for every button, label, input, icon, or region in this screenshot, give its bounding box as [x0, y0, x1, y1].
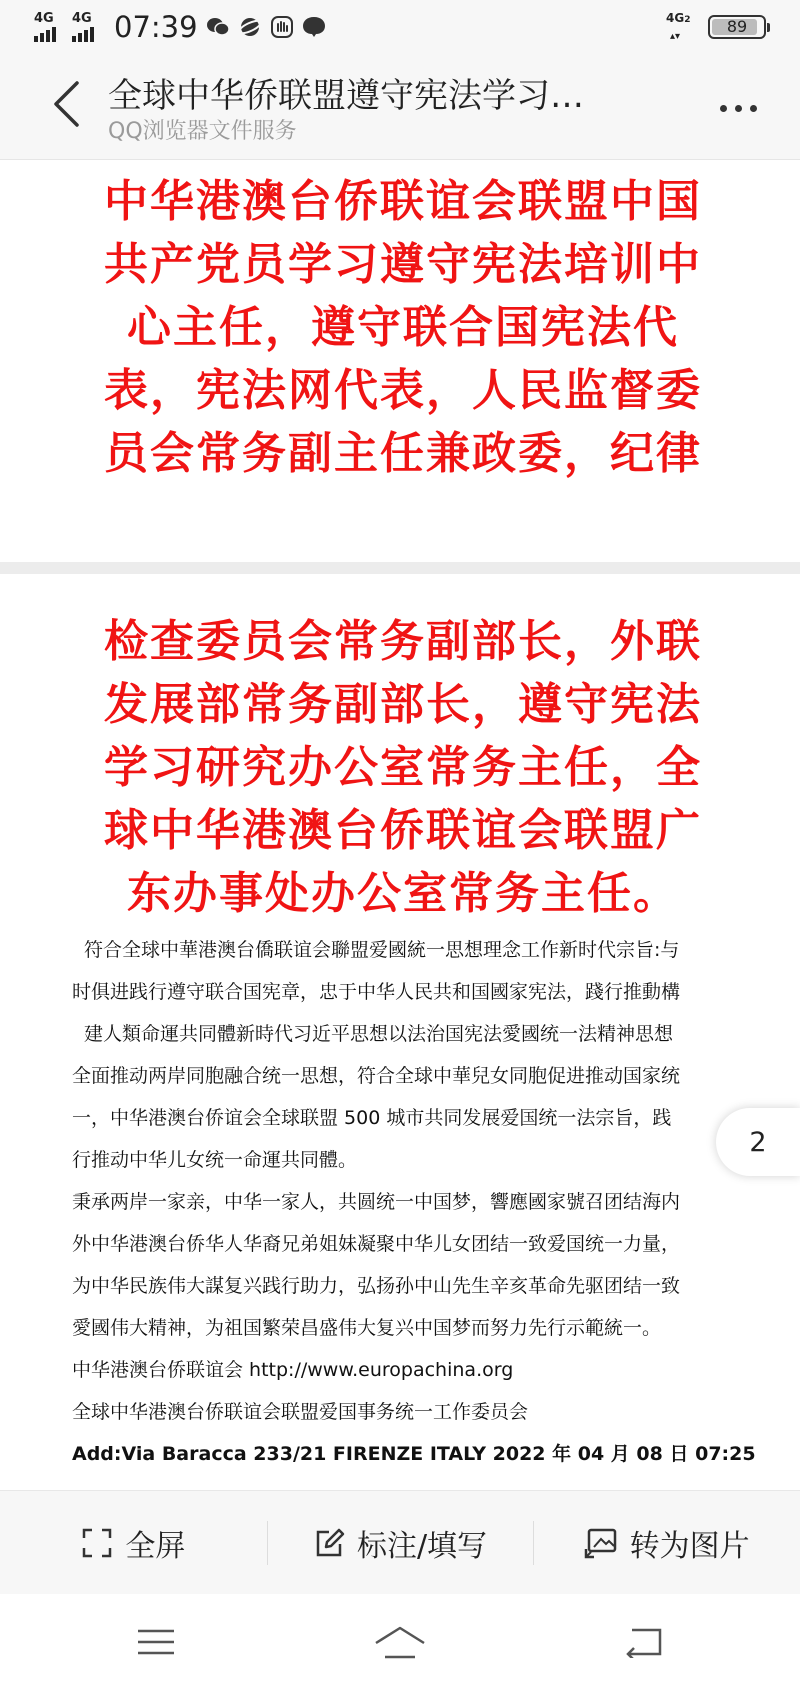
fullscreen-label: 全屏 [125, 1529, 186, 1564]
wechat-icon [206, 15, 230, 39]
signal-bars [72, 27, 94, 42]
page2-body-text [72, 929, 756, 1475]
document-page-2[interactable] [0, 574, 800, 1490]
status-right [666, 12, 766, 42]
red-line: 东办事处办公室常务主任。 [127, 868, 679, 919]
app-header [0, 54, 800, 160]
home-icon [373, 1625, 427, 1659]
system-nav-bar [0, 1594, 800, 1689]
body-line: 外中华港澳台侨华人华裔兄弟姐妹凝聚中华儿女团结一致爱国统一力量， [72, 1233, 681, 1255]
page-number-badge[interactable]: 2 [716, 1108, 800, 1176]
red-line: 中华港澳台侨联谊会联盟中国 [104, 176, 702, 227]
network-type-2: 4G [72, 11, 92, 26]
message-icon [302, 15, 326, 39]
fullscreen-button[interactable] [0, 1511, 267, 1575]
network-type-1: 4G [34, 11, 54, 26]
signal-4g-sim2-icon [666, 12, 696, 42]
red-line: 表，宪法网代表，人民监督委 [104, 365, 702, 416]
more-button[interactable] [706, 88, 770, 128]
home-button[interactable] [370, 1612, 430, 1672]
document-title: 全球中华侨联盟遵守宪法学习… [108, 76, 584, 116]
body-line: 中华港澳台侨联谊会 http://www.europachina.org [72, 1359, 514, 1381]
page-separator [0, 562, 800, 574]
document-page-1[interactable] [0, 160, 800, 562]
edit-icon [313, 1527, 345, 1559]
bottom-toolbar [0, 1490, 800, 1595]
to-image-button[interactable] [533, 1511, 800, 1575]
annotate-button[interactable] [267, 1511, 534, 1575]
more-dot [720, 105, 727, 112]
body-line: 为中华民族伟大謀复兴践行助力，弘扬孙中山先生辛亥革命先驱团结一致 [72, 1275, 681, 1297]
battery-level: 89 [726, 17, 748, 36]
red-line: 球中华港澳台侨联谊会联盟广 [104, 805, 702, 856]
document-source: QQ浏览器文件服务 [108, 119, 297, 144]
body-line: 符合全球中華港澳台僑联谊会聯盟爱國統一思想理念工作新时代宗旨:与 [84, 939, 680, 961]
menu-icon [136, 1627, 176, 1657]
body-line: 愛國伟大精神，为祖国繁荣昌盛伟大复兴中国梦而努力先行示範統一。 [72, 1317, 662, 1339]
back-chevron-icon [51, 80, 81, 128]
body-line: 秉承两岸一家亲，中华一家人，共圆统一中国梦，響應國家號召团结海内 [72, 1191, 681, 1213]
red-line: 学习研究办公室常务主任，全 [104, 742, 702, 793]
to-image-label: 转为图片 [629, 1529, 750, 1564]
signal-4g-2-icon [72, 12, 102, 42]
back-button[interactable] [36, 74, 96, 134]
status-bar [0, 0, 800, 54]
red-line: 共产党员学习遵守宪法培训中 [104, 239, 702, 290]
body-line: Add:Via Baracca 233/21 FIRENZE ITALY 2022 年 04 月 08 日 07:25 [72, 1443, 756, 1465]
red-line: 发展部常务副部长，遵守宪法 [104, 679, 702, 730]
body-line: 全面推动两岸同胞融合统一思想，符合全球中華兒女同胞促进推动国家统 [72, 1065, 681, 1087]
body-line: 时俱进践行遵守联合国宪章，忠于中华人民共和国國家宪法，踐行推動構 [72, 981, 681, 1003]
body-line: 全球中华港澳台侨联谊会联盟爱国事务统一工作委员会 [72, 1401, 529, 1423]
planet-icon [238, 15, 262, 39]
image-convert-icon [584, 1527, 618, 1559]
body-line: 一，中华港澳台侨谊会全球联盟 500 城市共同发展爱国统一法宗旨，践 [72, 1107, 672, 1129]
page2-red-heading [78, 610, 728, 925]
menu-button[interactable] [126, 1612, 186, 1672]
status-left [34, 10, 326, 44]
fullscreen-icon [81, 1527, 113, 1559]
battery-icon [708, 15, 766, 39]
hand-icon [270, 15, 294, 39]
body-line: 建人類命運共同體新時代习近平思想以法治国宪法愛國统一法精神思想 [84, 1023, 674, 1045]
return-button[interactable] [614, 1612, 674, 1672]
red-line: 员会常务副主任兼政委，纪律 [104, 428, 702, 479]
body-line: 行推动中华儿女统一命運共同體。 [72, 1149, 358, 1171]
return-icon [624, 1626, 664, 1658]
more-dot [735, 105, 742, 112]
signal-bars [34, 27, 56, 42]
page1-red-heading [78, 170, 728, 485]
network-type-right: 4G2 [666, 11, 691, 25]
signal-4g-1-icon [34, 12, 64, 42]
data-arrows-icon: ▴▾ [670, 31, 681, 42]
annotate-label: 标注/填写 [356, 1529, 488, 1564]
red-line: 心主任，遵守联合国宪法代 [127, 302, 679, 353]
red-line: 检查委员会常务副部长，外联 [104, 616, 702, 667]
status-time: 07:39 [114, 10, 198, 44]
more-dot [750, 105, 757, 112]
